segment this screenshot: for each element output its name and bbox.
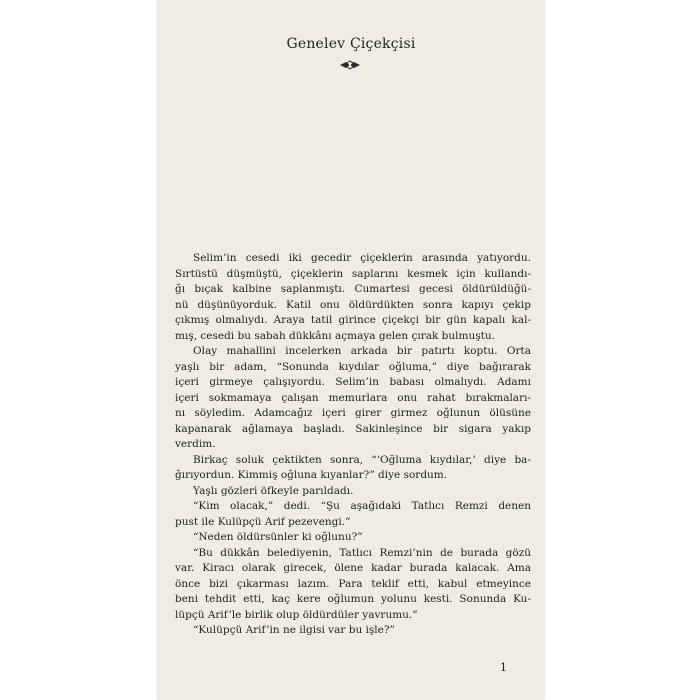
chapter-title: Genelev Çiçekçisi — [286, 36, 416, 52]
text-line: beni tehdit etti, kaç kere oğlumun yolunu kesti. Sonunda Ku- — [175, 593, 531, 605]
text-line: nü düşünüyorduk. Katil onu öldürdükten sonra kapıyı çekip — [175, 298, 531, 311]
text-line: var. Kiracı olarak girecek, ölene kadar burada kalacak. Ama — [175, 562, 531, 574]
text-line: pust ile Kulüpçü Arif pezevengi.” — [175, 515, 351, 528]
text-line: kapanarak ağlamaya başladı. Sakinleşince bir sigara yakıp — [175, 422, 531, 435]
text-line: “Neden öldürsünler ki oğlunu?” — [193, 531, 363, 543]
text-line: Yaşlı gözleri öfkeyle parıldadı. — [193, 484, 354, 497]
decorative-fleuron-icon — [338, 60, 362, 70]
text-line: verdim. — [175, 438, 216, 450]
text-line: içeri girmeye çalışıyordu. Selim’in babası olmalıydı. Adamı — [175, 376, 531, 388]
text-line: Selim’in cesedi iki gecedir çiçeklerin arasında yatıyordu. — [193, 252, 531, 264]
text-line: lüpçü Arif’le birlik olup öldürdüler yavrumu.” — [175, 608, 418, 621]
text-line: ğırıyordun. Kimmiş oğluna kıyanlar?” diye sordum. — [175, 469, 448, 481]
page-number: 1 — [500, 661, 507, 674]
text-line: “Bu dükkân belediyenin, Tatlıcı Remzi’nin de burada gözü — [193, 546, 531, 559]
text-line: Olay mahallini incelerken arkada bir patırtı koptu. Orta — [193, 345, 531, 357]
text-line: “Kim olacak,” dedi. “Şu aşağıdaki Tatlıcı Remzi denen — [193, 500, 531, 512]
text-line: yaşlı bir adam, “Sonunda kıydılar oğluma,” diye bağırarak — [175, 360, 531, 373]
text-line: önce bizi çıkarması lazım. Para teklif etti, kabul etmeyince — [175, 577, 531, 590]
text-line: nı söyledim. Adamcağız içeri girer girmez oğlunun ölüsüne — [175, 407, 531, 419]
text-line: çıkmış olmalıydı. Araya tatil girince çiçekçi bir gün kapalı kal- — [175, 314, 531, 326]
text-line: Birkaç soluk çektikten sonra, “‘Oğluma kıydılar,’ diye ba- — [193, 453, 531, 466]
text-line: “Kulüpçü Arif’in ne ilgisi var bu işle?” — [193, 624, 395, 636]
book-page — [157, 0, 545, 700]
text-line: içeri sokmamaya çalışan memurlara onu rahat bırakmaları- — [175, 391, 531, 404]
text-line: mış, cesedi bu sabah dükkânı açmaya gelen çırak bulmuştu. — [175, 329, 495, 342]
chapter-body-text — [175, 251, 531, 639]
text-line: ğı bıçak kalbine saplanmıştı. Cumartesi gecesi öldürüldüğü- — [175, 283, 531, 295]
text-line: Sırtüstü düşmüştü, çiçeklerin saplarını kesmek için kullandı- — [175, 267, 531, 280]
